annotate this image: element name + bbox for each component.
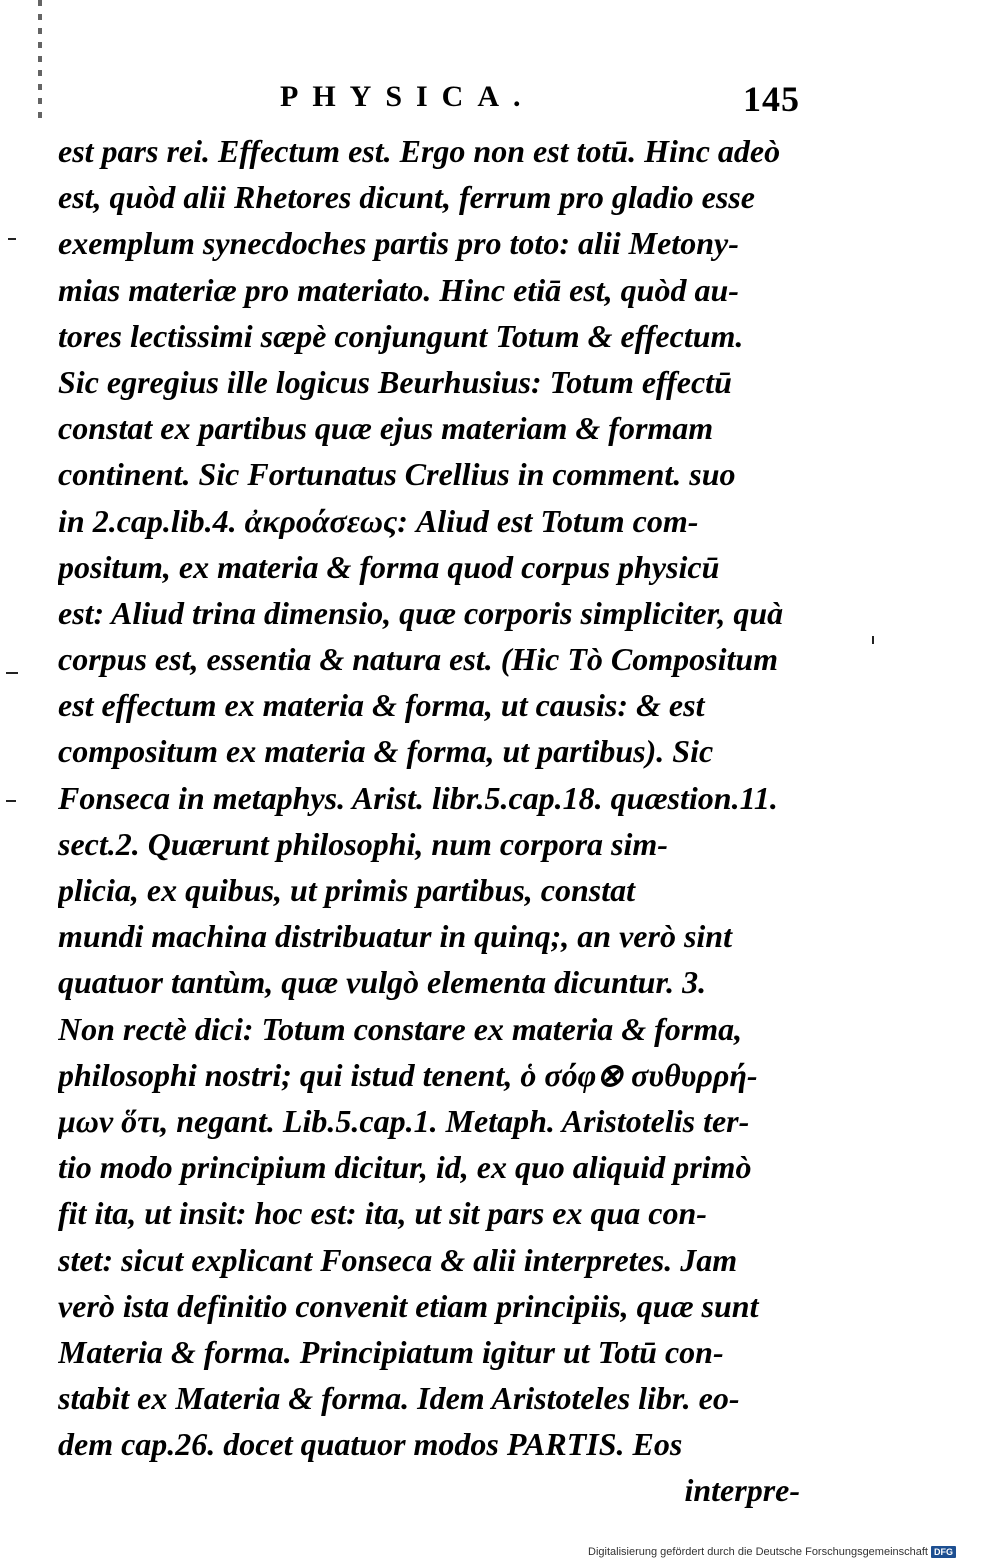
margin-tick-mark (872, 636, 874, 644)
text-line: in 2.cap.lib.4. ἀκροάσεως: Aliud est Totum com- (58, 502, 699, 539)
text-line: tio modo principium dicitur, id, ex quo aliquid primò (58, 1149, 752, 1186)
dfg-logo: DFG (931, 1546, 956, 1558)
text-line: est: Aliud trina dimensio, quæ corporis simpliciter, quà (58, 594, 784, 631)
margin-tick-mark (6, 672, 18, 674)
text-line: dem cap.26. docet quatuor modos PARTIS. Eos (58, 1426, 683, 1463)
body-text (58, 128, 800, 1514)
text-line: μων ὅτι, negant. Lib.5.cap.1. Metaph. Aristotelis ter- (58, 1102, 750, 1139)
text-line: Non rectè dici: Totum constare ex materia & forma, (58, 1010, 743, 1047)
text-line: tores lectissimi sæpè conjungunt Totum & effectum. (58, 317, 744, 354)
text-line: stabit ex Materia & forma. Idem Aristoteles libr. eo- (58, 1380, 740, 1417)
text-line: est pars rei. Effectum est. Ergo non est totū. Hinc adeò (58, 133, 781, 169)
margin-tick-mark (8, 238, 16, 240)
text-line: philosophi nostri; qui istud tenent, ὁ σόφ⊗ συθυρρή- (58, 1056, 758, 1093)
text-line: corpus est, essentia & natura est. (Hic Tò Compositum (58, 641, 779, 678)
text-line: positum, ex materia & forma quod corpus physicū (58, 548, 720, 585)
text-line: est effectum ex materia & forma, ut causis: & est (58, 687, 705, 724)
text-line: mundi machina distribuatur in quinq;, an verò sint (58, 918, 732, 955)
credit-text: Digitalisierung gefördert durch die Deutsche Forschungsgemeinschaft (588, 1546, 928, 1558)
text-line: Materia & forma. Principiatum igitur ut Totū con- (58, 1333, 724, 1370)
text-line: mias materiæ pro materiato. Hinc etiā est, quòd au- (58, 271, 739, 308)
digitization-credit (588, 1546, 956, 1558)
text-line: fit ita, ut insit: hoc est: ita, ut sit pars ex qua con- (58, 1195, 707, 1232)
text-line: est, quòd alii Rhetores dicunt, ferrum pro gladio esse (58, 179, 755, 216)
text-line: Sic egregius ille logicus Beurhusius: Totum effectū (58, 363, 732, 400)
margin-tick-mark (6, 800, 16, 802)
text-line: stet: sicut explicant Fonseca & alii interpretes. Jam (58, 1241, 738, 1278)
text-line: continent. Sic Fortunatus Crellius in comment. suo (58, 456, 736, 493)
text-line: plicia, ex quibus, ut primis partibus, constat (58, 872, 635, 908)
text-line: sect.2. Quærunt philosophi, num corpora sim- (58, 825, 668, 862)
text-line: exemplum synecdoches partis pro toto: alii Metony- (58, 225, 739, 262)
page-number: 145 (743, 79, 800, 119)
text-line: constat ex partibus quæ ejus materiam & formam (58, 410, 714, 447)
text-line: compositum ex materia & forma, ut partibus). Sic (58, 733, 714, 770)
text-line: verò ista definitio convenit etiam principiis, quæ sunt (58, 1287, 759, 1324)
catchword: interpre- (684, 1472, 800, 1509)
text-line: Fonseca in metaphys. Arist. libr.5.cap.18. quæstion.11. (58, 779, 778, 816)
running-head: PHYSICA. (280, 80, 535, 113)
page-header (40, 78, 800, 118)
text-line: quatuor tantùm, quæ vulgò elementa dicuntur. 3. (58, 964, 707, 1001)
